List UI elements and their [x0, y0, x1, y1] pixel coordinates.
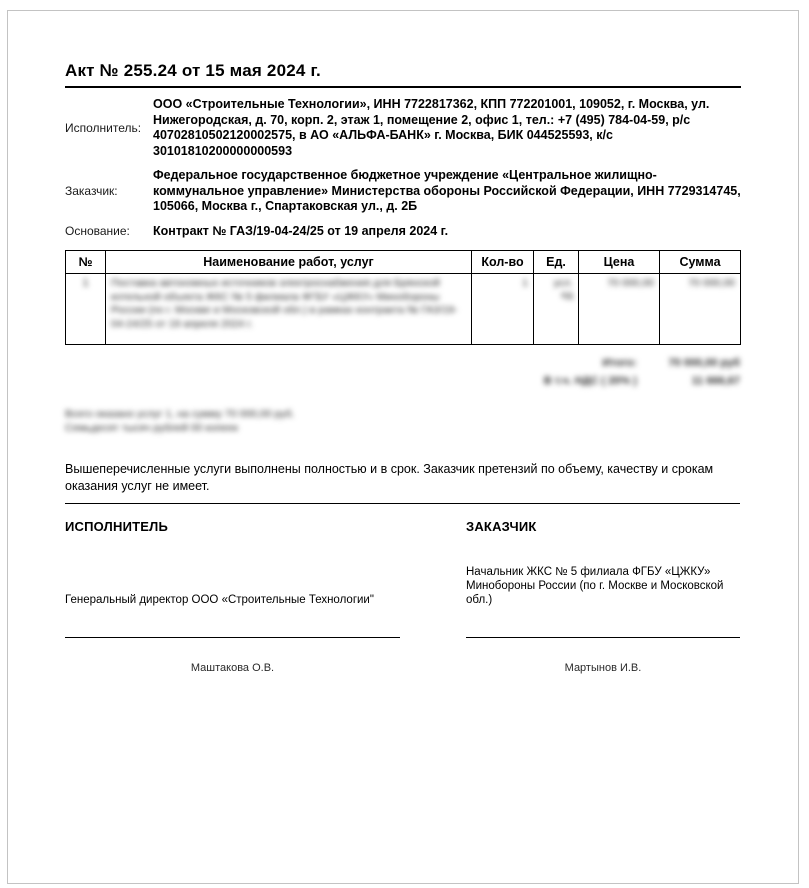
document-content — [8, 11, 798, 674]
section-divider — [65, 503, 740, 504]
totals-block — [65, 354, 740, 390]
customer-row — [65, 168, 741, 215]
executor-value: ООО «Строительные Технологии», ИНН 7722817362, КПП 772201001, 109052, г. Москва, ул. Нижегородская, д. 70, корп. 2, этаж 1, помещение 2, офис 1, тел.: +7 (495) 784-04-59, р/с 40702810502120002575, в АО «АЛЬФА-БАНК» г. Москва, БИК 044525593, к/с 30101810200000000593 — [153, 97, 710, 158]
row-num-redacted: 1 — [82, 277, 89, 289]
col-header-unit: Ед. — [534, 251, 579, 274]
claim-text: Вышеперечисленные услуги выполнены полностью и в срок. Заказчик претензий по объему, качеству и срокам оказания услуг не имеет. — [65, 462, 714, 493]
col-header-qty: Кол-во — [472, 251, 534, 274]
executor-role: Генеральный директор ООО «Строительные Технологии" — [65, 594, 374, 606]
signature-roles — [65, 565, 740, 607]
signature-lines — [65, 637, 740, 638]
row-unit-redacted: усл. ед — [553, 277, 573, 301]
row-qty-cell — [472, 274, 534, 345]
row-description-redacted: Поставка автономных источников электроснабжения для Брянской котельной объекта ЖКС № 5 филиала ФГБУ «ЦЖКУ» Минобороны России (по г. Москве и Московской обл.) в рамках контракта № ГАЗ/19-04-24/25 от 19 апреля 2024 г. — [111, 277, 458, 330]
row-unit-cell — [534, 274, 579, 345]
executor-name: Маштакова О.В. — [190, 662, 275, 674]
customer-role: Начальник ЖКС № 5 филиала ФГБУ «ЦЖКУ» Минобороны России (по г. Москве и Московской обл.) — [466, 566, 724, 606]
executor-heading: ИСПОЛНИТЕЛЬ — [65, 519, 168, 534]
summary-line2-redacted: Семьдесят тысяч рублей 00 копеек — [65, 421, 238, 434]
row-sum-redacted: 70 000,00 — [688, 277, 735, 289]
customer-signature-line — [466, 637, 740, 638]
signature-names — [65, 662, 740, 674]
row-price-redacted: 70 000,00 — [607, 277, 654, 289]
table-row — [66, 274, 741, 345]
customer-label: Заказчик: — [65, 184, 118, 199]
row-price-cell — [579, 274, 660, 345]
row-sum-cell — [660, 274, 741, 345]
works-table-header-row — [66, 251, 741, 274]
total-line — [65, 354, 740, 372]
vat-label-redacted: В т.ч. НДС ( 20% ) — [543, 375, 637, 387]
customer-value: Федеральное государственное бюджетное учреждение «Центральное жилищно-коммунальное управление» Министерства обороны Российской Федерации, ИНН 7729314745, 105066, Москва г., Спартаковская ул., д. 2Б — [153, 168, 741, 213]
col-header-name: Наименование работ, услуг — [106, 251, 472, 274]
col-header-sum: Сумма — [660, 251, 741, 274]
summary-line1-redacted: Всего оказано услуг 1, на сумму 70 000,00 руб. — [65, 408, 295, 420]
basis-value: Контракт № ГАЗ/19-04-24/25 от 19 апреля 2024 г. — [153, 223, 449, 238]
document-title: Акт № 255.24 от 15 мая 2024 г. — [65, 61, 741, 88]
total-label-redacted: Итого: — [602, 357, 637, 369]
executor-row — [65, 97, 741, 159]
row-num-cell — [66, 274, 106, 345]
vat-value-redacted: 11 666,67 — [691, 375, 740, 387]
customer-name: Мартынов И.В. — [564, 662, 642, 674]
col-header-price: Цена — [579, 251, 660, 274]
basis-label: Основание: — [65, 224, 130, 239]
vat-line — [65, 372, 740, 390]
basis-row — [65, 224, 741, 240]
signature-headings — [65, 519, 740, 534]
customer-heading: ЗАКАЗЧИК — [466, 519, 537, 534]
row-description-cell — [106, 274, 472, 345]
document-page — [7, 10, 799, 884]
works-table — [65, 250, 741, 345]
executor-signature-line — [65, 637, 400, 638]
col-header-num: № — [66, 251, 106, 274]
summary-block — [65, 408, 425, 435]
executor-label: Исполнитель: — [65, 121, 142, 135]
row-qty-redacted: 1 — [522, 277, 528, 289]
total-value-redacted: 70 000,00 руб — [668, 357, 740, 369]
